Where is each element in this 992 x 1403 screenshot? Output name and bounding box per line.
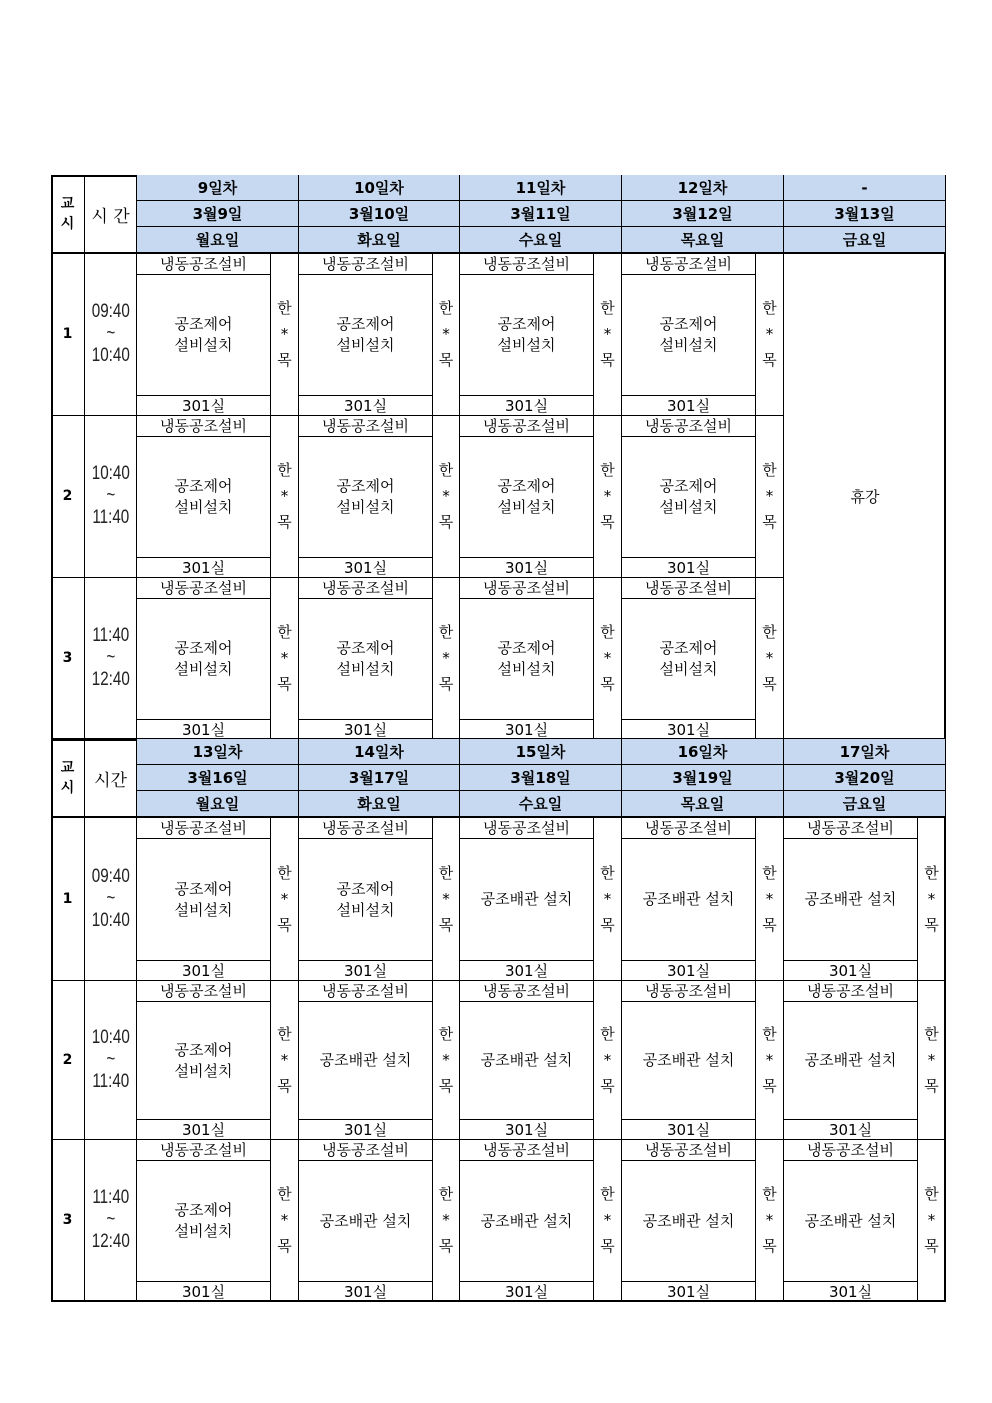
room-label: 301실	[137, 1119, 271, 1139]
period-number: 1	[51, 253, 85, 415]
day-header-day: 17일차	[784, 739, 946, 765]
day-header-day: 11일차	[460, 175, 622, 201]
instructor-label: 한 * 목	[594, 1139, 622, 1301]
period-number: 3	[51, 577, 85, 739]
day-header-date: 3월12일	[622, 201, 784, 227]
day-header-date: 3월20일	[784, 765, 946, 791]
period-time-text: 09:40 ~ 10:40	[91, 865, 130, 931]
day-header-day: 10일차	[299, 175, 460, 201]
instructor-label: 한 * 목	[433, 577, 460, 739]
room-label: 301실	[784, 960, 918, 980]
room-label: 301실	[460, 719, 594, 739]
room-label: 301실	[622, 395, 756, 415]
instructor-label: 한 * 목	[594, 817, 622, 980]
period-number: 3	[51, 1139, 85, 1301]
day-header-date: 3월9일	[137, 201, 299, 227]
course-name: 냉동공조설비	[299, 1139, 433, 1161]
day-header-date: 3월18일	[460, 765, 622, 791]
instructor-label: 한 * 목	[271, 253, 299, 415]
period-time	[85, 980, 137, 1139]
course-name: 냉동공조설비	[137, 817, 271, 839]
period-number: 2	[51, 980, 85, 1139]
instructor-label: 한 * 목	[594, 253, 622, 415]
subject-name: 공조배관 설치	[460, 1161, 594, 1281]
room-label: 301실	[137, 395, 271, 415]
instructor-label: 한 * 목	[918, 980, 946, 1139]
subject-name: 공조제어 설비설치	[137, 437, 271, 557]
day-header-date: 3월17일	[299, 765, 460, 791]
day-header-day: 9일차	[137, 175, 299, 201]
day-header-day: 16일차	[622, 739, 784, 765]
instructor-label: 한 * 목	[756, 817, 784, 980]
day-header-date: 3월11일	[460, 201, 622, 227]
subject-name: 공조제어 설비설치	[299, 437, 433, 557]
day-header-day: 12일차	[622, 175, 784, 201]
room-label: 301실	[460, 557, 594, 577]
course-name: 냉동공조설비	[622, 980, 756, 1002]
period-time-text: 09:40 ~ 10:40	[91, 301, 130, 366]
period-time-text: 11:40 ~ 12:40	[91, 625, 130, 690]
room-label: 301실	[299, 960, 433, 980]
instructor-label: 한 * 목	[433, 253, 460, 415]
instructor-label: 한 * 목	[433, 415, 460, 577]
subject-name: 공조배관 설치	[299, 1161, 433, 1281]
course-name: 냉동공조설비	[784, 1139, 918, 1161]
room-label: 301실	[137, 1281, 271, 1301]
instructor-label: 한 * 목	[756, 577, 784, 739]
subject-name: 공조배관 설치	[460, 1002, 594, 1119]
course-name: 냉동공조설비	[622, 577, 756, 599]
room-label: 301실	[299, 719, 433, 739]
subject-name: 공조배관 설치	[460, 839, 594, 960]
instructor-label: 한 * 목	[756, 1139, 784, 1301]
instructor-label: 한 * 목	[433, 817, 460, 980]
subject-name: 공조제어 설비설치	[299, 275, 433, 395]
course-name: 냉동공조설비	[137, 980, 271, 1002]
course-name: 냉동공조설비	[137, 1139, 271, 1161]
subject-name: 공조배관 설치	[299, 1002, 433, 1119]
subject-name: 공조제어 설비설치	[622, 599, 756, 719]
room-label: 301실	[622, 960, 756, 980]
instructor-label: 한 * 목	[594, 577, 622, 739]
subject-name: 공조제어 설비설치	[460, 437, 594, 557]
instructor-label: 한 * 목	[594, 980, 622, 1139]
period-time-text: 10:40 ~ 11:40	[91, 463, 130, 528]
subject-name: 공조배관 설치	[784, 1161, 918, 1281]
instructor-label: 한 * 목	[756, 253, 784, 415]
instructor-label: 한 * 목	[756, 980, 784, 1139]
time-header: 시간	[85, 739, 137, 817]
day-header-date: 3월13일	[784, 201, 946, 227]
day-header-weekday: 금요일	[784, 227, 946, 253]
instructor-label: 한 * 목	[271, 980, 299, 1139]
room-label: 301실	[784, 1281, 918, 1301]
course-name: 냉동공조설비	[460, 1139, 594, 1161]
subject-name: 공조제어 설비설치	[137, 275, 271, 395]
day-header-date: 3월16일	[137, 765, 299, 791]
room-label: 301실	[137, 960, 271, 980]
instructor-label: 한 * 목	[271, 577, 299, 739]
day-header-day: -	[784, 175, 946, 201]
subject-name: 공조제어 설비설치	[299, 599, 433, 719]
grid-line	[51, 577, 784, 578]
room-label: 301실	[299, 395, 433, 415]
grid-line	[51, 980, 946, 981]
day-header-weekday: 화요일	[299, 227, 460, 253]
room-label: 301실	[299, 1119, 433, 1139]
period-time	[85, 577, 137, 739]
day-header-weekday: 금요일	[784, 791, 946, 817]
room-label: 301실	[622, 1119, 756, 1139]
period-time	[85, 1139, 137, 1301]
day-header-weekday: 수요일	[460, 791, 622, 817]
course-name: 냉동공조설비	[299, 980, 433, 1002]
room-label: 301실	[299, 1281, 433, 1301]
subject-name: 공조제어 설비설치	[299, 839, 433, 960]
room-label: 301실	[299, 557, 433, 577]
subject-name: 공조제어 설비설치	[460, 599, 594, 719]
room-label: 301실	[460, 1119, 594, 1139]
course-name: 냉동공조설비	[622, 253, 756, 275]
period-time-text: 10:40 ~ 11:40	[91, 1026, 130, 1092]
subject-name: 공조제어 설비설치	[622, 437, 756, 557]
course-name: 냉동공조설비	[299, 577, 433, 599]
room-label: 301실	[784, 1119, 918, 1139]
room-label: 301실	[137, 557, 271, 577]
subject-name: 공조배관 설치	[784, 839, 918, 960]
day-header-day: 15일차	[460, 739, 622, 765]
course-name: 냉동공조설비	[299, 817, 433, 839]
instructor-label: 한 * 목	[271, 1139, 299, 1301]
course-name: 냉동공조설비	[784, 817, 918, 839]
time-header: 시 간	[85, 175, 137, 253]
period-header: 교 시	[51, 175, 85, 253]
instructor-label: 한 * 목	[918, 817, 946, 980]
instructor-label: 한 * 목	[433, 980, 460, 1139]
room-label: 301실	[460, 1281, 594, 1301]
course-name: 냉동공조설비	[137, 415, 271, 437]
subject-name: 공조제어 설비설치	[137, 1161, 271, 1281]
subject-name: 공조배관 설치	[622, 1002, 756, 1119]
course-name: 냉동공조설비	[460, 980, 594, 1002]
course-name: 냉동공조설비	[299, 253, 433, 275]
day-header-day: 13일차	[137, 739, 299, 765]
subject-name: 공조제어 설비설치	[460, 275, 594, 395]
grid-line	[51, 1139, 946, 1140]
period-time	[85, 415, 137, 577]
instructor-label: 한 * 목	[271, 415, 299, 577]
period-number: 2	[51, 415, 85, 577]
course-name: 냉동공조설비	[622, 415, 756, 437]
course-name: 냉동공조설비	[460, 577, 594, 599]
period-number: 1	[51, 817, 85, 980]
day-header-weekday: 화요일	[299, 791, 460, 817]
day-header-weekday: 월요일	[137, 791, 299, 817]
subject-name: 공조배관 설치	[784, 1002, 918, 1119]
day-header-date: 3월19일	[622, 765, 784, 791]
room-label: 301실	[622, 557, 756, 577]
day-header-weekday: 목요일	[622, 791, 784, 817]
instructor-label: 한 * 목	[918, 1139, 946, 1301]
instructor-label: 한 * 목	[594, 415, 622, 577]
day-header-weekday: 월요일	[137, 227, 299, 253]
grid-line	[51, 415, 784, 416]
course-name: 냉동공조설비	[460, 817, 594, 839]
holiday-cell: 휴강	[850, 487, 880, 506]
day-header-day: 14일차	[299, 739, 460, 765]
subject-name: 공조제어 설비설치	[137, 599, 271, 719]
instructor-label: 한 * 목	[433, 1139, 460, 1301]
room-label: 301실	[622, 1281, 756, 1301]
subject-name: 공조배관 설치	[622, 1161, 756, 1281]
room-label: 301실	[622, 719, 756, 739]
subject-name: 공조제어 설비설치	[622, 275, 756, 395]
course-name: 냉동공조설비	[622, 817, 756, 839]
day-header-weekday: 수요일	[460, 227, 622, 253]
course-name: 냉동공조설비	[137, 577, 271, 599]
course-name: 냉동공조설비	[622, 1139, 756, 1161]
course-name: 냉동공조설비	[299, 415, 433, 437]
subject-name: 공조제어 설비설치	[137, 1002, 271, 1119]
period-time-text: 11:40 ~ 12:40	[91, 1187, 130, 1252]
subject-name: 공조제어 설비설치	[137, 839, 271, 960]
subject-name: 공조배관 설치	[622, 839, 756, 960]
instructor-label: 한 * 목	[756, 415, 784, 577]
course-name: 냉동공조설비	[460, 253, 594, 275]
room-label: 301실	[137, 719, 271, 739]
room-label: 301실	[460, 395, 594, 415]
day-header-date: 3월10일	[299, 201, 460, 227]
instructor-label: 한 * 목	[271, 817, 299, 980]
period-time	[85, 253, 137, 415]
room-label: 301실	[460, 960, 594, 980]
period-header: 교 시	[51, 739, 85, 817]
period-time	[85, 817, 137, 980]
day-header-weekday: 목요일	[622, 227, 784, 253]
course-name: 냉동공조설비	[460, 415, 594, 437]
course-name: 냉동공조설비	[784, 980, 918, 1002]
course-name: 냉동공조설비	[137, 253, 271, 275]
